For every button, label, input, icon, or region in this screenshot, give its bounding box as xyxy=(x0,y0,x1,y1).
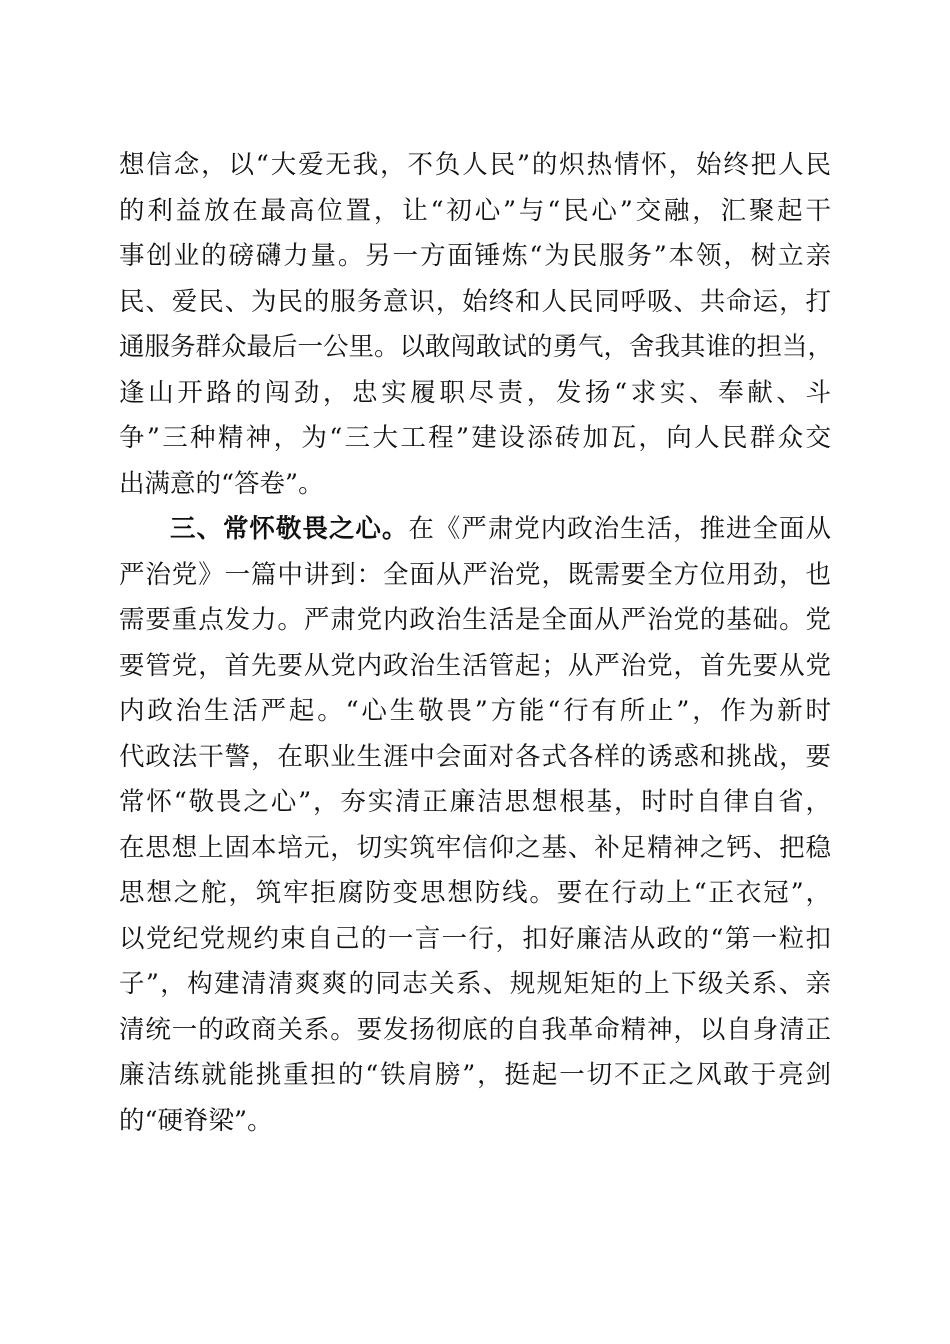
section-heading: 三、常怀敬畏之心。 xyxy=(170,514,409,544)
text-line: 以党纪党规约束自己的一言一行，扣好廉洁从政的“第一粒扣 xyxy=(119,923,831,954)
text-line: 代政法干警，在职业生涯中会面对各式各样的诱惑和挑战，要 xyxy=(119,741,831,772)
paragraph-2 xyxy=(119,507,831,1144)
document-body xyxy=(119,143,834,1144)
text-line: 要管党，首先要从党内政治生活管起；从严治党，首先要从党 xyxy=(119,650,831,681)
text-line: 子”，构建清清爽爽的同志关系、规规矩矩的上下级关系、亲 xyxy=(119,969,831,999)
text-line: 争”三种精神，为“三大工程”建设添砖加瓦，向人民群众交 xyxy=(119,423,831,453)
text-fragment: 在《严肃党内政治生活，推进全面从 xyxy=(408,514,831,544)
text-line: 需要重点发力。严肃党内政治生活是全面从严治党的基础。党 xyxy=(119,605,831,635)
text-line: 常怀“敬畏之心”，夯实清正廉洁思想根基，时时自律自省， xyxy=(119,787,831,817)
text-line: 的利益放在最高位置，让“初心”与“民心”交融，汇聚起干 xyxy=(119,195,831,226)
text-line: 出满意的“答卷”。 xyxy=(119,468,324,499)
text-line: 在思想上固本培元，切实筑牢信仰之基、补足精神之钙、把稳 xyxy=(119,832,831,863)
text-line: 廉洁练就能挑重担的“铁肩膀”，挺起一切不正之风敢于亮剑 xyxy=(119,1060,831,1090)
text-line: 的“硬脊梁”。 xyxy=(119,1105,273,1136)
text-line: 严治党》一篇中讲到：全面从严治党，既需要全方位用劲，也 xyxy=(119,559,831,590)
paragraph-1 xyxy=(119,143,834,507)
paragraph-2-first-line xyxy=(119,507,831,553)
text-line: 清统一的政商关系。要发扬彻底的自我革命精神，以自身清正 xyxy=(119,1014,831,1045)
text-line: 内政治生活严起。“心生敬畏”方能“行有所止”，作为新时 xyxy=(119,696,831,726)
text-line: 通服务群众最后一公里。以敢闯敢试的勇气，舍我其谁的担当， xyxy=(119,332,834,362)
text-line: 思想之舵，筑牢拒腐防变思想防线。要在行动上“正衣冠”， xyxy=(119,878,831,908)
text-line: 逢山开路的闯劲，忠实履职尽责，发扬“求实、奉献、斗 xyxy=(119,377,831,408)
text-line: 民、爱民、为民的服务意识，始终和人民同呼吸、共命运，打 xyxy=(119,286,831,317)
text-line: 想信念，以“大爱无我，不负人民”的炽热情怀，始终把人民 xyxy=(119,150,831,180)
text-line: 事创业的磅礴力量。另一方面锤炼“为民服务”本领，树立亲 xyxy=(119,241,831,271)
